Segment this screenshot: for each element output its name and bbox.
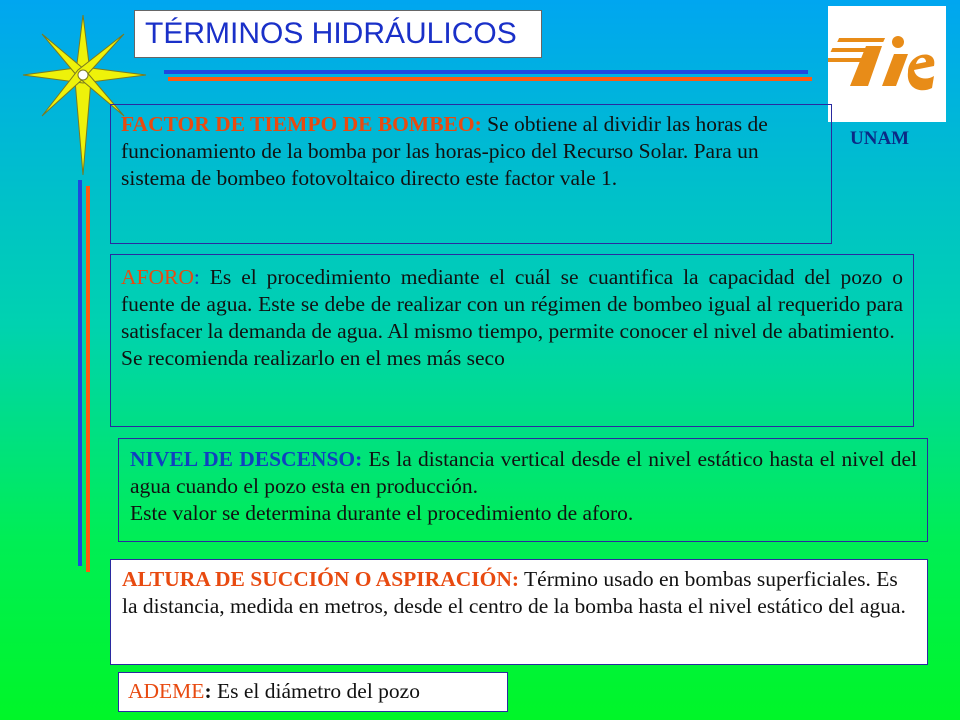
definition-note: Se recomienda realizarlo en el mes más seco bbox=[121, 346, 505, 370]
term-label: NIVEL DE DESCENSO: bbox=[130, 447, 363, 471]
definition-text: Término usado en bombas superficiales. Es la distancia, medida en metros, desde el centro de la bomba hasta el nivel estático del agua. bbox=[122, 567, 906, 618]
iie-logo-icon bbox=[828, 6, 946, 122]
definition-factor-tiempo-bombeo bbox=[110, 104, 832, 244]
left-bar-blue bbox=[78, 180, 82, 566]
term-label: FACTOR DE TIEMPO DE BOMBEO: bbox=[121, 112, 482, 136]
title-underline-blue bbox=[164, 70, 808, 74]
iie-logo bbox=[828, 6, 946, 122]
term-colon: : bbox=[193, 265, 200, 289]
term-label: ADEME bbox=[128, 679, 205, 703]
left-bar-orange bbox=[86, 186, 90, 572]
definition-ademe bbox=[118, 672, 508, 712]
definition-altura-succion bbox=[110, 559, 928, 665]
unam-label: UNAM bbox=[850, 128, 910, 149]
title-underline-orange bbox=[168, 77, 812, 81]
definition-text: Es el diámetro del pozo bbox=[211, 679, 420, 703]
page-title bbox=[134, 10, 542, 58]
definition-text: Se obtiene al dividir las horas de funcionamiento de la bomba por las horas-pico del Recurso Solar. Para un sistema de bombeo fotovoltaico directo este factor vale 1. bbox=[121, 112, 768, 190]
definition-text: Es el procedimiento mediante el cuál se cuantifica la capacidad del pozo o fuente de agua. Este se debe de realizar con un régimen de bombeo igual al requerido para satisfacer la demanda de agua. Al mismo tiempo, permite conocer el nivel de abatimiento. bbox=[121, 265, 903, 343]
page-title-text: TÉRMINOS HIDRÁULICOS bbox=[145, 17, 517, 50]
definition-note: Este valor se determina durante el procedimiento de aforo. bbox=[130, 501, 634, 525]
term-colon: : bbox=[204, 679, 212, 703]
definition-nivel-descenso bbox=[118, 438, 928, 542]
term-label: ALTURA DE SUCCIÓN O ASPIRACIÓN: bbox=[122, 567, 520, 591]
term-label: AFORO bbox=[121, 265, 194, 289]
definition-aforo bbox=[110, 254, 914, 427]
definition-text: Es la distancia vertical desde el nivel estático hasta el nivel del agua cuando el pozo esta en producción. bbox=[130, 447, 917, 498]
